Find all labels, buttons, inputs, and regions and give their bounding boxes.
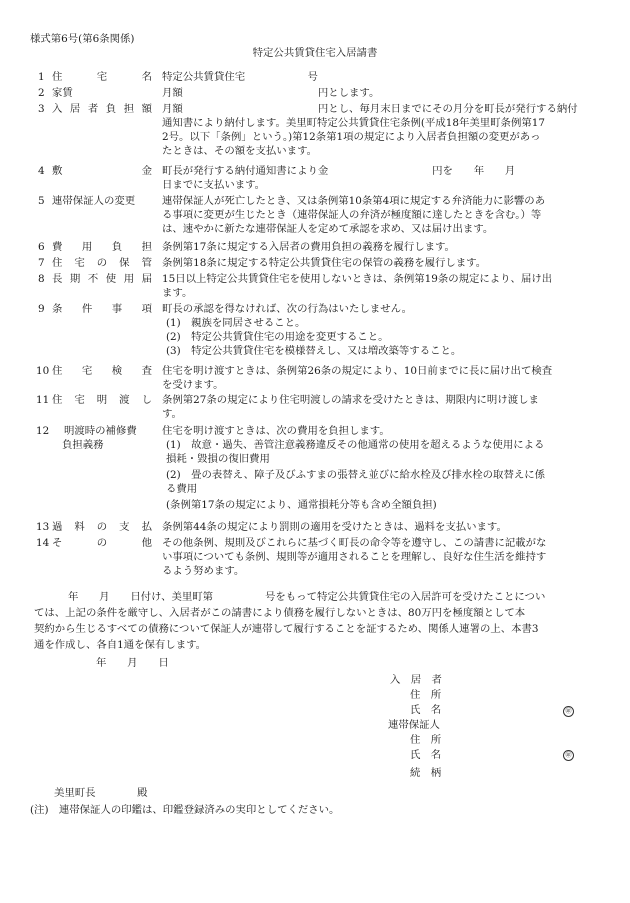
item-description: 月額 円とします。 [162,87,380,99]
item-label: 家賃 [52,87,73,99]
item-subclause: (条例第17条の規定により、通常損耗分等も含め全額負担) [166,499,437,511]
item-description: 通知書により納付します。美里町特定公共賃貸住宅条例(平成18年美里町条例第17 [162,117,545,129]
item-description: るよう努めます。 [162,565,245,577]
item-description: 住宅を明け渡すときは、次の費用を負担します。 [162,425,390,437]
guarantor-label: 連帯保証人 [388,719,440,731]
item-number: 11 [36,394,50,406]
item-number: 8 [38,273,45,285]
item-subclause: (3) 特定公共賃貸住宅を模様替えし、又は増改築等すること。 [166,345,462,357]
closing-line: 通を作成し、各自1通を保有します。 [34,639,207,651]
closing-line: ては、上記の条件を厳守し、入居者がこの請書により債務を履行しないときは、80万円を極度額として本 [34,607,526,619]
item-number: 6 [38,241,45,253]
item-label: 入 居 者 負 担 額 [52,103,152,115]
item-number: 4 [38,165,45,177]
item-number: 13 [36,521,50,533]
item-label: 住 宅 明 渡 し [52,394,152,406]
item-label: 住 宅 名 [52,71,152,83]
item-description: 町長の承認を得なければ、次の行為はいたしません。 [162,303,412,315]
item-description: る事項に変更が生じたとき（連帯保証人の弁済が極度額に達したときを含む。）等 [162,209,542,221]
item-number: 12 [36,425,50,437]
item-description: い事項についても条例、規則等が適用されることを理解し、良好な住生活を維持す [162,551,547,563]
form-number: 様式第6号(第6条関係) [30,33,135,45]
item-description: は、速やかに新たな連帯保証人を定めて承認を求め、又は届け出ます。 [162,223,494,235]
document-title: 特定公共賃貸住宅入居請書 [252,47,378,59]
closing-line: 契約から生じるすべての債務について保証人が連帯して履行することを証するため、関係人連署の上、本書3 [34,623,539,635]
item-label-continued: 負担義務 [62,439,104,451]
item-description: 町長が発行する納付通知書により金 円を 年 月 [162,165,516,177]
item-subclause: (1) 故意・過失、善管注意義務違反その他通常の使用を超えるような使用による [166,439,545,451]
item-description: 2号。以下「条例」という。)第12条第1項の規定により入居者負担額の変更があっ [162,131,541,143]
item-label: 連帯保証人の変更 [52,195,136,207]
item-description: 条例第27条の規定により住宅明渡しの請求を受けたときは、期限内に明け渡しま [162,394,539,406]
item-number: 7 [38,257,45,269]
note: (注) 連帯保証人の印鑑は、印鑑登録済みの実印としてください。 [30,804,340,816]
item-label: 住 宅 の 保 管 [52,257,152,269]
item-number: 1 [38,71,45,83]
item-label: 費 用 負 担 [52,241,152,253]
item-description: 条例第44条の規定により罰則の適用を受けたときは、過料を支払います。 [162,521,507,533]
item-description: 条例第17条に規定する入居者の費用負担の義務を履行します。 [162,241,455,253]
item-label: 過 料 の 支 払 [52,521,152,533]
item-subclause: 損耗・毀損の復旧費用 [166,453,270,465]
item-number: 9 [38,303,45,315]
item-description: 15日以上特定公共賃貸住宅を使用しないときは、条例第19条の規定により、届け出 [162,273,553,285]
item-label: そ の 他 [52,537,152,549]
tenant-name-label: 氏 名 [410,704,442,716]
item-description: ます。 [162,287,193,299]
tenant-address-label: 住 所 [410,689,442,701]
item-description: 日までに支払います。 [162,179,266,191]
item-description: 連帯保証人が死亡したとき、又は条例第10条第4項に規定する弁済能力に影響のあ [162,195,546,207]
guarantor-name-label: 氏 名 [410,749,442,761]
item-description: 住宅を明け渡すときは、条例第26条の規定により、10日前までに長に届け出て検査 [162,365,553,377]
seal-mark: ㊞ [563,706,574,717]
relation-label: 続 柄 [410,767,442,779]
item-number: 14 [36,537,50,549]
item-subclause: (1) 親族を同居させること。 [166,317,306,329]
item-number: 5 [38,195,45,207]
item-label: 住 宅 検 査 [52,365,152,377]
item-number: 2 [38,87,45,99]
date-line: 年 月 日 [96,657,169,669]
item-label: 長 期 不 使 用 届 [52,273,152,285]
item-number: 10 [36,365,50,377]
item-description: 特定公共賃貸住宅 号 [162,71,318,83]
guarantor-address-label: 住 所 [410,734,442,746]
item-label: 敷 金 [52,165,152,177]
item-subclause: (2) 特定公共賃貸住宅の用途を変更すること。 [166,331,389,343]
item-description: を受けます。 [162,379,224,391]
item-label: 条 件 事 項 [52,303,152,315]
seal-mark: ㊞ [563,750,574,761]
item-description: たときは、その額を支払います。 [162,145,318,157]
item-label: 明渡時の補修費 [64,425,137,437]
item-number: 3 [38,103,45,115]
tenant-label: 入 居 者 [390,674,442,686]
item-description: 月額 円とし、毎月末日までにその月分を町長が発行する納付 [162,103,578,115]
item-subclause: る費用 [166,483,198,495]
addressee: 美里町長 殿 [54,787,148,799]
item-description: 条例第18条に規定する特定公共賃貸住宅の保管の義務を履行します。 [162,257,487,269]
item-description: す。 [162,408,182,420]
item-description: その他条例、規則及びこれらに基づく町長の命令等を遵守し、この請書に記載がな [162,537,547,549]
item-subclause: (2) 畳の表替え、障子及びふすまの張替え並びに給水栓及び排水栓の取替えに係 [166,469,546,481]
closing-line: 年 月 日付け、美里町第 号をもって特定公共賃貸住宅の入居許可を受けたことについ [68,591,546,603]
